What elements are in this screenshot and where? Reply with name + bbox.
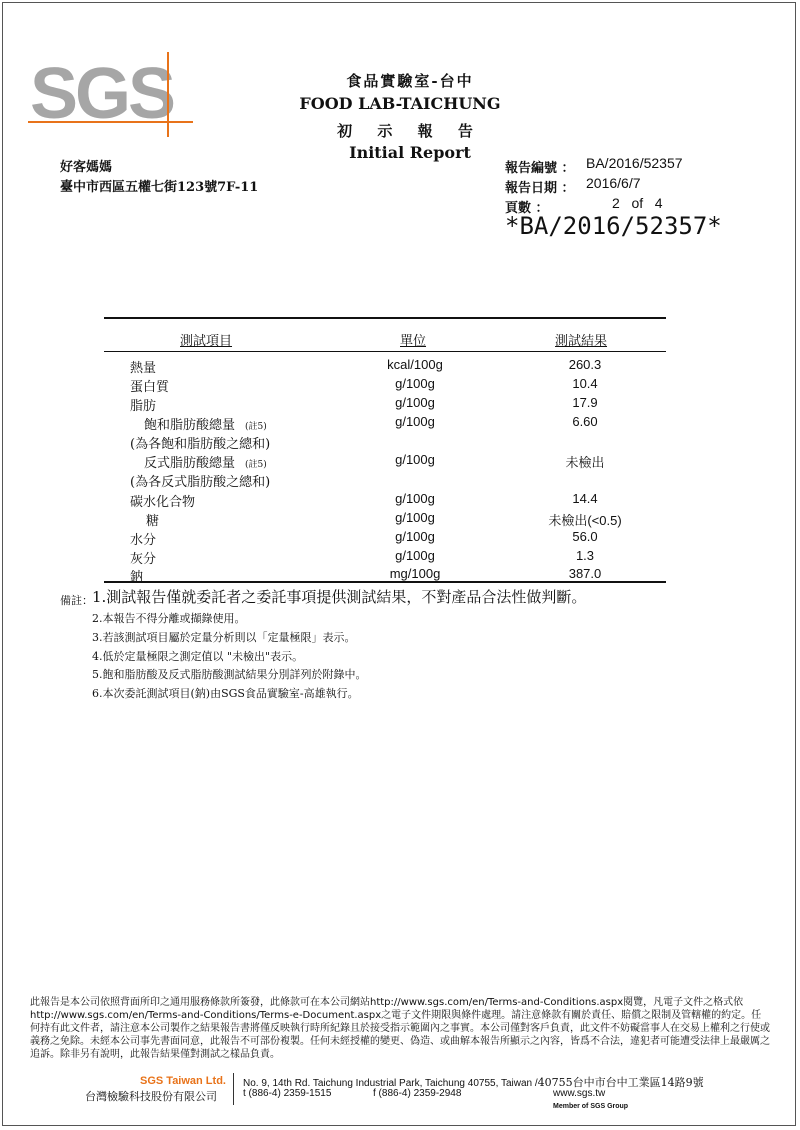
note-item: 1.測試報告僅就委託者之委託事項提供測試結果，不對產品合法性做判斷。 (92, 588, 587, 606)
row-result: 387.0 (568, 566, 602, 581)
row-item: 灰分 (130, 552, 157, 567)
table-row (0, 376, 800, 395)
row-item (144, 452, 267, 471)
client-name: 好客媽媽 (60, 160, 113, 175)
pages-label: 頁數 ： (505, 201, 549, 216)
client-address: 臺中市西區五權七街123號7F-11 (60, 180, 259, 195)
report-number: BA/2016/52357 (586, 155, 683, 171)
row-result: 260.3 (568, 357, 602, 372)
table-row (0, 510, 800, 529)
report-number-label: 報告編號 ： (505, 161, 575, 176)
row-note: (註5) (245, 422, 267, 432)
note-item: 5.飽和脂肪酸及反式脂肪酸測試結果分別詳列於附錄中。 (92, 668, 367, 681)
table-row (0, 548, 800, 567)
footer-member: Member of SGS Group (553, 1103, 629, 1110)
row-unit: g/100g (395, 452, 435, 467)
row-unit: g/100g (395, 414, 435, 429)
header-item: 測試項目 (180, 334, 233, 349)
row-item: 碳水化合物 (130, 495, 196, 510)
table-row (0, 357, 800, 376)
pages-value: 2 of 4 (612, 195, 663, 211)
note-item: 4.低於定量極限之測定值以 "未檢出"表示。 (92, 650, 304, 663)
row-unit: g/100g (395, 548, 435, 563)
row-item: 熱量 (130, 361, 157, 376)
header-unit: 單位 (400, 334, 427, 349)
footer-website: www.sgs.tw (553, 1088, 606, 1099)
footer-phone: t (886-4) 2359-1515 (243, 1088, 332, 1099)
row-unit: kcal/100g (387, 357, 443, 372)
lab-title-en: FOOD LAB-TAICHUNG (299, 94, 501, 113)
row-item: 鈉 (130, 570, 144, 585)
row-item: (為各飽和脂肪酸之總和) (130, 437, 271, 452)
row-unit: g/100g (395, 510, 435, 525)
report-date-label: 報告日期 ： (505, 181, 575, 196)
report-title-zh: 初 示 報 告 (337, 122, 483, 140)
table-row (0, 433, 800, 452)
footer-divider (233, 1073, 234, 1105)
row-note: (註5) (245, 460, 267, 470)
row-item: 脂肪 (130, 399, 157, 414)
row-item: 水分 (130, 533, 157, 548)
row-unit: g/100g (395, 491, 435, 506)
row-result: 56.0 (572, 529, 598, 544)
report-date: 2016/6/7 (586, 175, 641, 191)
table-row (0, 414, 800, 433)
report-title-en: Initial Report (349, 143, 471, 162)
note-item: 3.若該測試項目屬於定量分析則以「定量極限」表示。 (92, 631, 356, 644)
table-row (0, 471, 800, 490)
legal-disclaimer: 此報告是本公司依照背面所印之通用服務條款所簽發，此條款可在本公司網站http://www.sgs.com/en/Terms-and-Conditions.aspx閱覽，凡電子文件之格式依http://www.sgs.com/en/Terms-and-Conditions/Terms-e-Document.aspx之電子文件期限與條件處理。請注意條款有關於責任、賠償之限制及管轄權的約定。任何持有此文件者，請注意本公司製作之結果報告書將僅反映執行時所紀錄且於接受指示範圍內之事實。本公司僅對客戶負責，此文件不妨礙當事人在交易上權利之行使或義務之免除。未經本公司事先書面同意，此報告不可部份複製。任何未經授權的變更、偽造、或曲解本報告所顯示之內容，皆爲不合法，違犯者可能遭受法律上最嚴厲之追訴。除非另有說明，此報告結果僅對測試之樣品負責。 (30, 997, 770, 1060)
sgs-logo (28, 52, 193, 137)
row-result: 未檢出(<0.5) (548, 513, 622, 528)
table-top-rule (104, 317, 666, 319)
row-result: 14.4 (572, 491, 598, 506)
row-result: 未檢出 (565, 455, 605, 470)
table-row (0, 395, 800, 414)
barcode-text: *BA/2016/52357* (505, 212, 722, 240)
table-row (0, 452, 800, 471)
footer-company-en: SGS Taiwan Ltd. (140, 1075, 226, 1087)
svg-text:SGS: SGS (30, 54, 174, 134)
row-result: 1.3 (575, 548, 595, 563)
row-unit: g/100g (395, 376, 435, 391)
header-result: 測試結果 (555, 334, 608, 349)
table-row (0, 529, 800, 548)
footer-address-en: No. 9, 14th Rd. Taichung Industrial Park, Taichung 40755, Taiwan / (243, 1078, 538, 1089)
row-item (144, 414, 267, 433)
row-item-text: 反式脂肪酸總量 (144, 456, 236, 471)
row-unit: g/100g (395, 529, 435, 544)
row-item: 蛋白質 (130, 380, 170, 395)
table-header-rule (104, 351, 666, 352)
row-item: (為各反式脂肪酸之總和) (130, 475, 271, 490)
footer-address-zh: 40755台中市台中工業區14路9號 (537, 1076, 704, 1089)
row-item-text: 飽和脂肪酸總量 (144, 418, 236, 433)
footer-fax: f (886-4) 2359-2948 (373, 1088, 462, 1099)
row-result: 10.4 (572, 376, 598, 391)
footer-company-zh: 台灣檢驗科技股份有限公司 (85, 1090, 217, 1103)
row-result: 6.60 (572, 414, 598, 429)
row-result: 17.9 (572, 395, 598, 410)
table-row (0, 491, 800, 510)
notes-label: 備註： (60, 594, 93, 607)
row-unit: mg/100g (389, 566, 441, 581)
row-unit: g/100g (395, 395, 435, 410)
note-item: 2.本報告不得分離或擷錄使用。 (92, 612, 246, 625)
note-item: 6.本次委託測試項目(鈉)由SGS食品實驗室-高雄執行。 (92, 687, 359, 700)
row-item: 糖 (146, 514, 160, 529)
lab-title-zh: 食品實驗室-台中 (346, 72, 474, 90)
table-bottom-rule (104, 581, 666, 583)
